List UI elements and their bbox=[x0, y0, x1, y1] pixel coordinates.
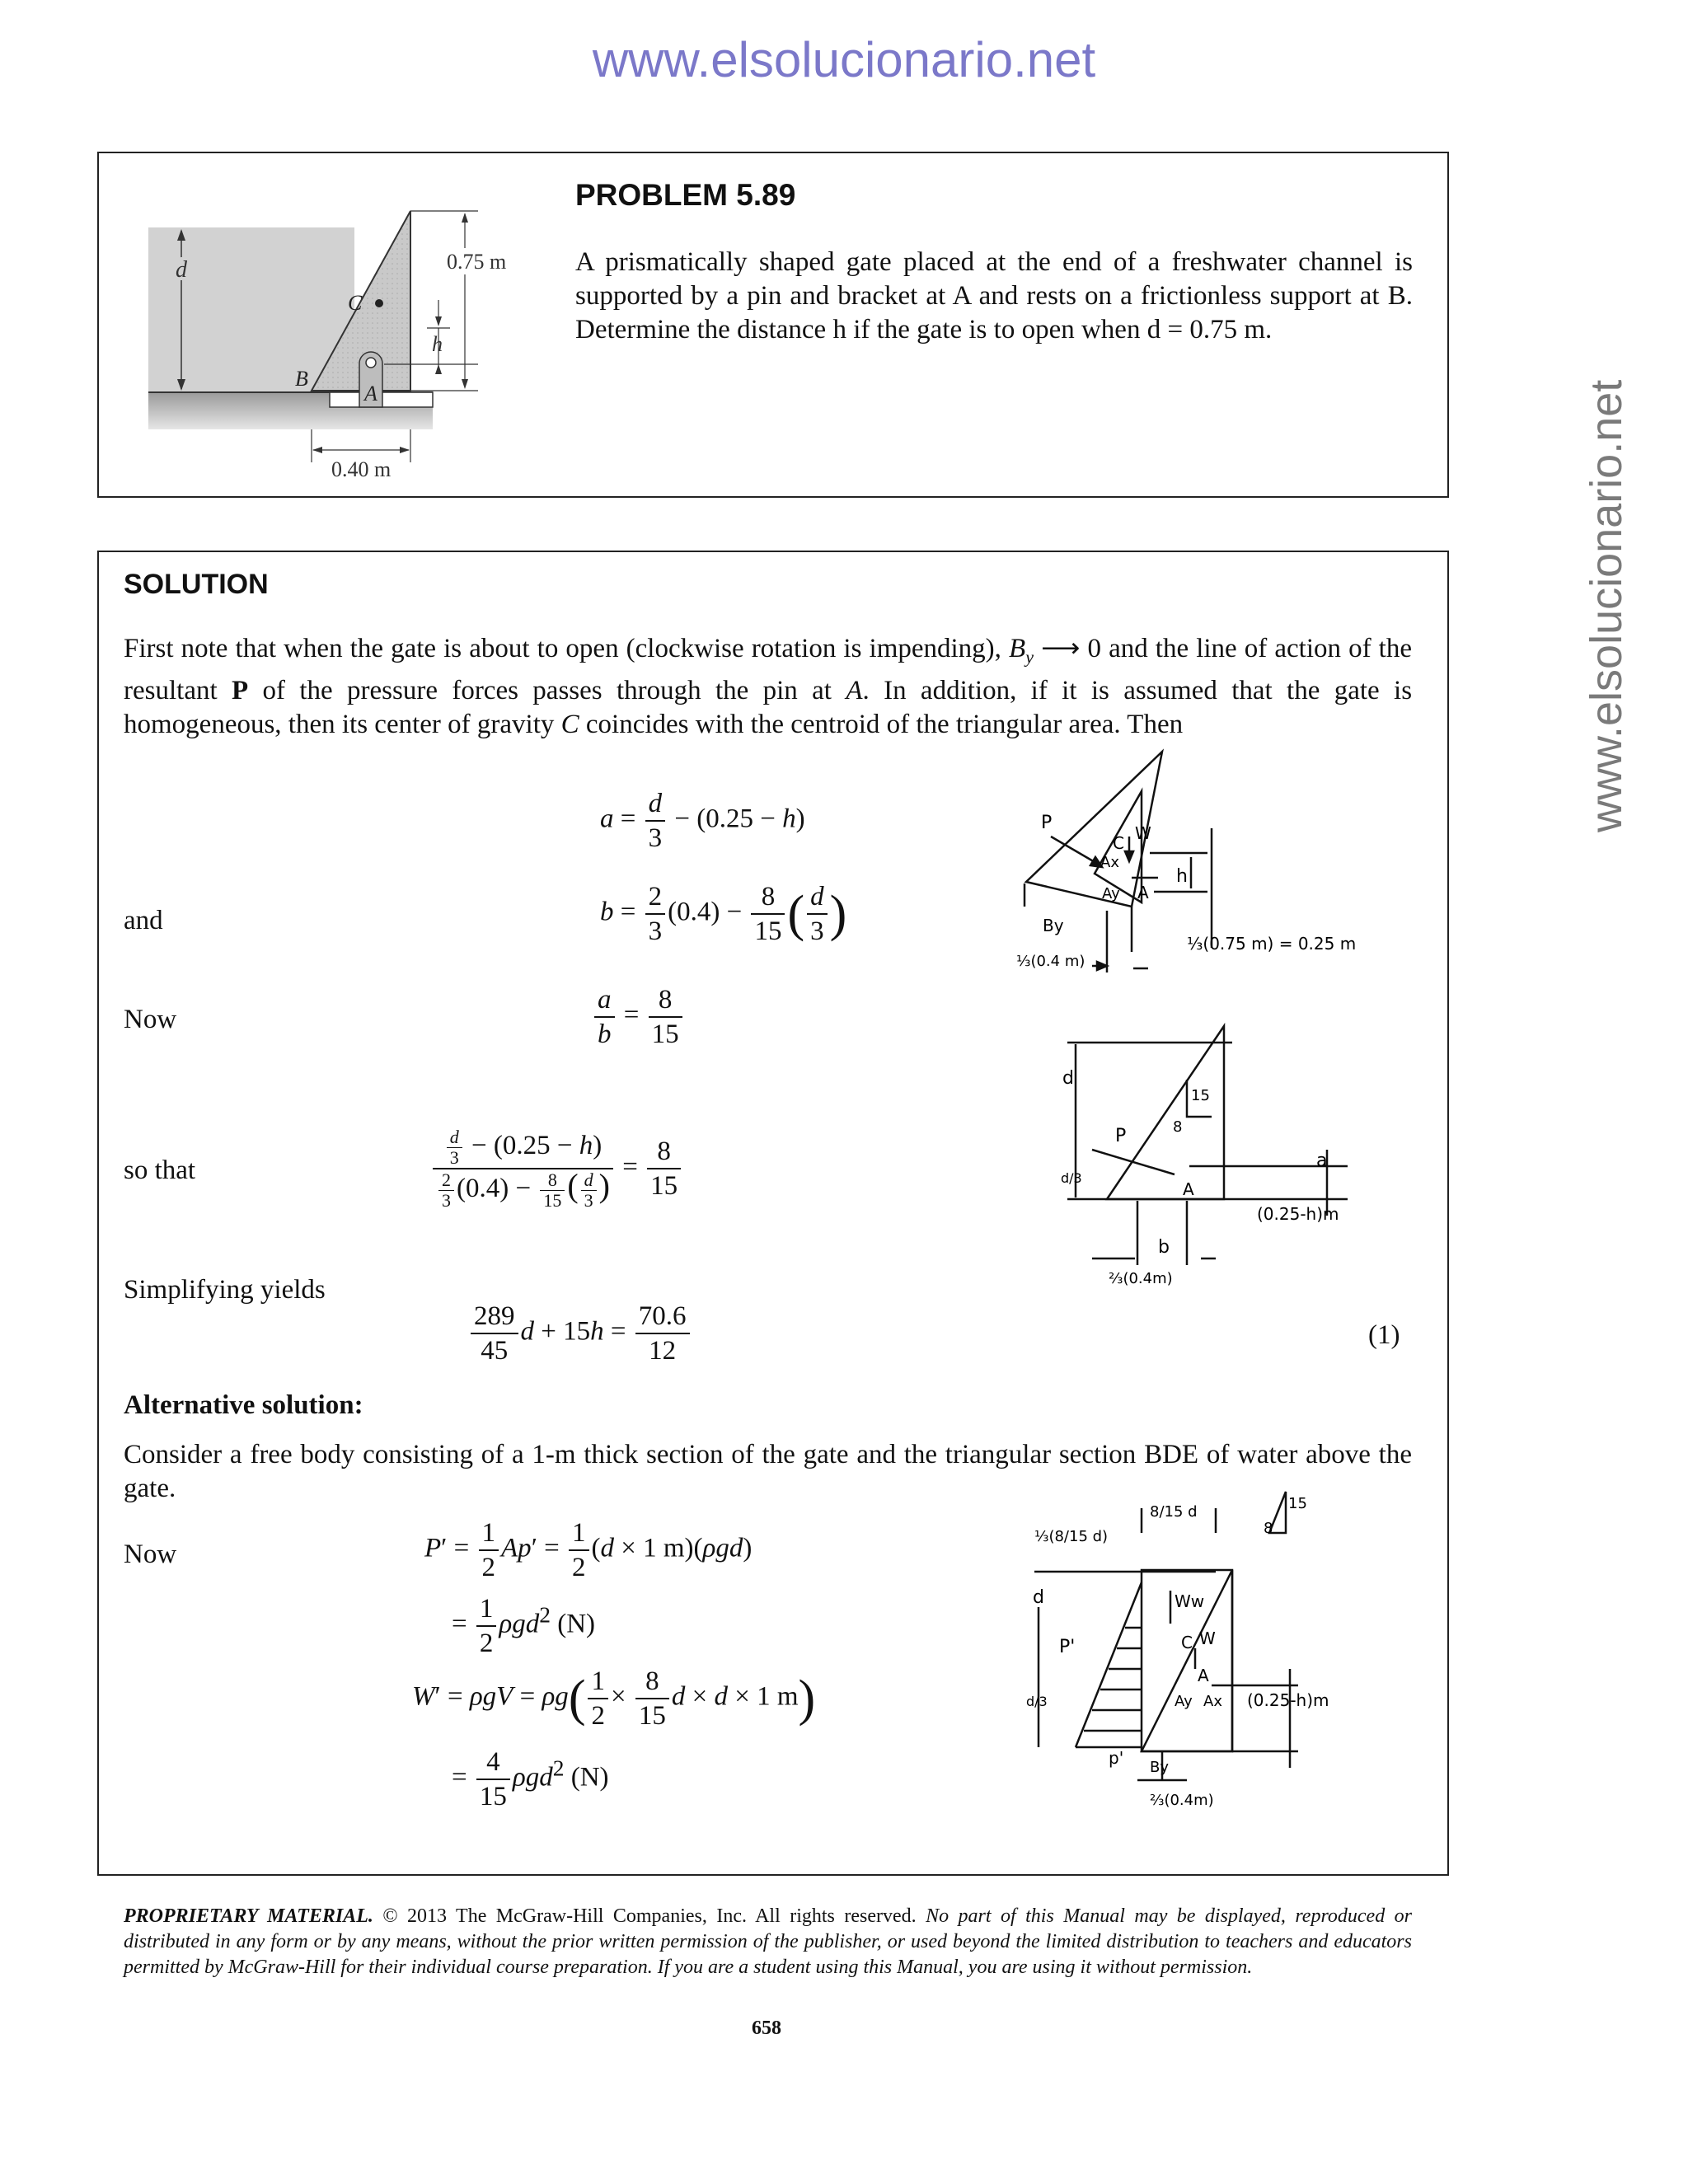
sk3-dim-bottom: ⅔(0.4m) bbox=[1150, 1792, 1214, 1809]
sk3-Ww: Ww bbox=[1175, 1591, 1205, 1611]
sk1-dim-left: ⅓(0.4 m) bbox=[1016, 953, 1085, 970]
page-number: 658 bbox=[752, 2018, 781, 2039]
intro-C: C bbox=[560, 709, 579, 739]
solution-intro bbox=[124, 632, 1412, 742]
sk2-8: 8 bbox=[1173, 1118, 1183, 1136]
sk1-P: P bbox=[1041, 813, 1053, 833]
intro-by: B bbox=[1009, 634, 1026, 663]
sk1-Ax: Ax bbox=[1100, 854, 1119, 871]
watermark-side: www.elsolucionario.net bbox=[1582, 379, 1631, 832]
equation-P-prime-2: = $\frac{1}{2}$ ρgd$^2$ (N) bbox=[452, 1594, 596, 1658]
sk2-d: d bbox=[1062, 1068, 1074, 1089]
sk2-dim-right: (0.25-h)m bbox=[1257, 1204, 1339, 1224]
equation-W-prime: W′ = ρgV = ρg( $\frac{1}{2}$ × $\frac{8}{15}$ d × d × 1 m) bbox=[412, 1666, 816, 1731]
sk3-By: By bbox=[1150, 1759, 1170, 1776]
arrow-icon: ⟶ bbox=[1041, 634, 1081, 663]
equation-P-prime: P′ = $\frac{1}{2}$ Ap′ = $\frac{1}{2}$ (d × 1 m)(ρgd) bbox=[424, 1518, 753, 1582]
footer-rest: No part of this Manual may be displayed, reproduced or distributed in any form or by any means, without the prior written permission of the publisher, or used beyond the limited distribution to teachers and educators permitted by McGraw-Hill for their individual course preparation. If you are a student using this Manual, you are using it without permission. bbox=[124, 1905, 1412, 1978]
intro-part-2: and the line of action of the resultant bbox=[124, 634, 1412, 705]
sk3-Ay: Ay bbox=[1175, 1693, 1193, 1710]
fig-dim-075: 0.75 m bbox=[447, 250, 507, 274]
sk3-W: W bbox=[1199, 1629, 1216, 1648]
sk1-By: By bbox=[1043, 916, 1064, 935]
sk3-Pp: P' bbox=[1059, 1637, 1076, 1657]
problem-statement bbox=[575, 246, 1413, 347]
sk3-C: C bbox=[1181, 1633, 1193, 1652]
equation-1: $\frac{289}{45}$ d + 15h = $\frac{70.6}{12}$ bbox=[468, 1300, 692, 1367]
problem-figure bbox=[148, 178, 544, 491]
label-and: and bbox=[124, 906, 163, 935]
fig-label-B: B bbox=[295, 367, 308, 391]
sk3-Ax: Ax bbox=[1203, 1693, 1222, 1710]
alt-text: Consider a free body consisting of a 1-m thick section of the gate and the triangular section BDE of water above the gate. bbox=[124, 1440, 1412, 1503]
sk3-d: d bbox=[1033, 1587, 1044, 1608]
intro-by-sub: y bbox=[1025, 646, 1034, 668]
sk1-W: W bbox=[1135, 823, 1151, 843]
sk3-top-mid: 8/15 d bbox=[1150, 1503, 1198, 1521]
fig-label-A: A bbox=[364, 382, 377, 405]
sk2-15: 15 bbox=[1191, 1087, 1210, 1104]
sketch-1 bbox=[1010, 742, 1405, 997]
sk2-a: a bbox=[1316, 1151, 1328, 1171]
sk2-b: b bbox=[1158, 1237, 1170, 1258]
label-now: Now bbox=[124, 1005, 177, 1034]
solution-heading: SOLUTION bbox=[124, 569, 269, 600]
fig-label-C: C bbox=[348, 291, 363, 315]
equation-number: (1) bbox=[1368, 1320, 1400, 1350]
sk3-d3: d/3 bbox=[1026, 1694, 1048, 1709]
equation-ratio: $\frac{a}{b}$ = $\frac{8}{15}$ bbox=[592, 983, 685, 1051]
fig-label-h: h bbox=[432, 332, 443, 356]
sk1-C: C bbox=[1113, 833, 1124, 853]
problem-box bbox=[97, 152, 1449, 498]
equation-b: b = $\frac{2}{3}$ (0.4) − $\frac{8}{15}$ ( $\frac{d}{3}$ ) bbox=[600, 882, 847, 946]
intro-A: A bbox=[846, 675, 863, 705]
equation-substituted: $\frac{d}{3}$ − (0.25 − h) $\frac{2}{3}$ (0.4) − $\frac{8}{15}$ ( $\frac{d}{3}$ ) = $\frac{8}{15}$ bbox=[430, 1127, 683, 1211]
sk2-dim-bottom: ⅔(0.4m) bbox=[1109, 1270, 1173, 1287]
sk3-15: 15 bbox=[1288, 1495, 1307, 1512]
intro-part-1: First note that when the gate is about to open (clockwise rotation is impending), bbox=[124, 634, 1001, 663]
intro-part-4: . In addition, if it is assumed that the gate is homogeneous, then its center of gravity bbox=[124, 675, 1413, 739]
fig-dim-040: 0.40 m bbox=[331, 457, 392, 481]
fig-label-d: d bbox=[176, 257, 187, 283]
equation-a: a = $\frac{d}{3}$ − (0.25 − h) bbox=[600, 789, 805, 853]
sk3-dim-right: (0.25-h)m bbox=[1247, 1690, 1329, 1710]
footer-lead: PROPRIETARY MATERIAL. bbox=[124, 1905, 373, 1927]
sk3-A: A bbox=[1198, 1666, 1209, 1685]
sketch-3 bbox=[1026, 1483, 1389, 1813]
watermark-top: www.elsolucionario.net bbox=[592, 32, 1096, 87]
footer-copyright bbox=[124, 1904, 1412, 1980]
sk1-A: A bbox=[1137, 883, 1149, 902]
intro-zero: 0 bbox=[1087, 634, 1101, 663]
problem-statement-text: A prismatically shaped gate placed at the end of a freshwater channel is supported by a pin and bracket at A and rests on a frictionless support at B. Determine the distance h if the gate is to open when bbox=[575, 247, 1413, 344]
sk3-pp: p' bbox=[1109, 1748, 1124, 1768]
sk2-A: A bbox=[1183, 1179, 1194, 1199]
sketch-2 bbox=[1059, 1018, 1405, 1290]
sk2-d3: d/3 bbox=[1061, 1170, 1082, 1186]
sk3-top-left: ⅓(8/15 d) bbox=[1034, 1528, 1109, 1545]
intro-part-5: coincides with the centroid of the triangular area. Then bbox=[585, 709, 1184, 739]
sk1-dim-right: ⅓(0.75 m) = 0.25 m bbox=[1187, 934, 1357, 954]
sk2-P: P bbox=[1115, 1126, 1127, 1146]
label-simplifying: Simplifying yields bbox=[124, 1275, 326, 1305]
alt-heading: Alternative solution: bbox=[124, 1390, 363, 1420]
sk3-8: 8 bbox=[1264, 1520, 1273, 1537]
problem-title: PROBLEM 5.89 bbox=[575, 178, 796, 212]
footer-copy: © 2013 The McGraw-Hill Companies, Inc. All rights reserved. bbox=[382, 1905, 917, 1927]
intro-part-3: of the pressure forces passes through the pin at bbox=[262, 675, 832, 705]
label-so-that: so that bbox=[124, 1155, 196, 1185]
sk1-h: h bbox=[1176, 866, 1188, 887]
equation-W-prime-2: = $\frac{4}{15}$ ρgd$^2$ (N) bbox=[452, 1747, 609, 1811]
problem-statement-value: d = 0.75 m. bbox=[1146, 315, 1273, 344]
label-now-2: Now bbox=[124, 1540, 177, 1569]
sk1-Ay: Ay bbox=[1102, 885, 1120, 902]
intro-P: P bbox=[232, 675, 249, 705]
